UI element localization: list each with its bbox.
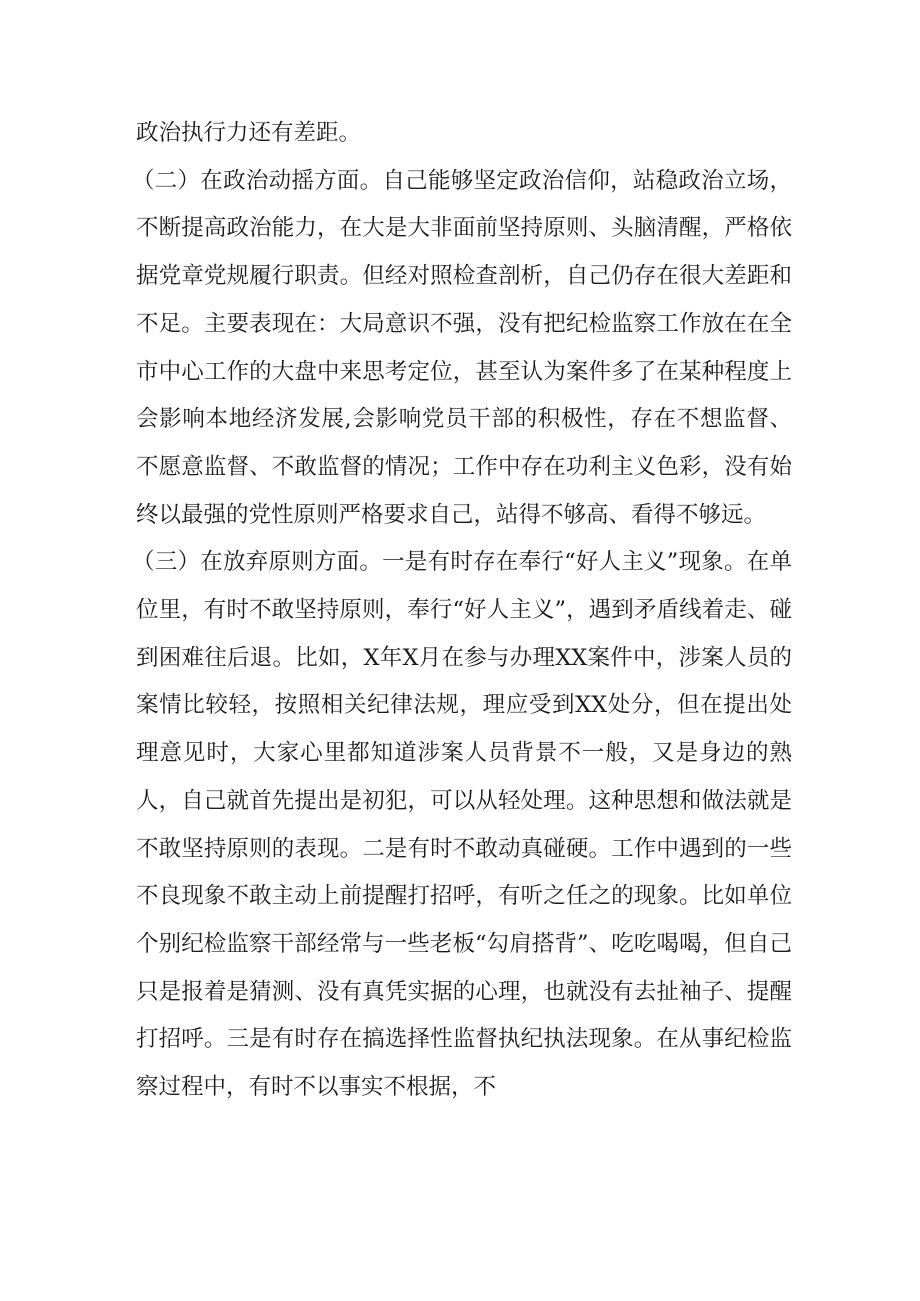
paragraph-section-two: （二）在政治动摇方面。自己能够坚定政治信仰，站稳政治立场，不断提高政治能力，在大是大非面前坚持原则、头脑清醒，严格依据党章党规履行职责。但经对照检查剖析，自己仍存在很大差距和不足。主要表现在：大局意识不强，没有把纪检监察工作放在在全市中心工作的大盘中来思考定位，甚至认为案件多了在某种程度上会影响本地经济发展,会影响党员干部的积极性，存在不想监督、不愿意监督、不敢监督的情况；工作中存在功利主义色彩，没有始终以最强的党性原则严格要求自己，站得不够高、看得不够远。: [132, 167, 792, 528]
document-body: [132, 110, 792, 1112]
paragraph-continuation: 政治执行力还有差距。: [136, 120, 362, 146]
paragraph-section-three: （三）在放弃原则方面。一是有时存在奉行“好人主义”现象。在单位里，有时不敢坚持原则，奉行“好人主义”，遇到矛盾线着走、碰到困难往后退。比如，X年X月在参与办理XX案件中，涉案人员的案情比较轻，按照相关纪律法规，理应受到XX处分，但在提出处理意见时，大家心里都知道涉案人员背景不一般，又是身边的熟人，自己就首先提出是初犯，可以从轻处理。这种思想和做法就是不敢坚持原则的表现。二是有时不敢动真碰硬。工作中遇到的一些不良现象不敢主动上前提醒打招呼，有听之任之的现象。比如单位个别纪检监察干部经常与一些老板“勾肩搭背”、吃吃喝喝，但自己只是报着是猜测、没有真凭实据的心理，也就没有去扯袖子、提醒打招呼。三是有时存在搞选择性监督执纪执法现象。在从事纪检监察过程中，有时不以事实不根据，不: [132, 549, 792, 1101]
